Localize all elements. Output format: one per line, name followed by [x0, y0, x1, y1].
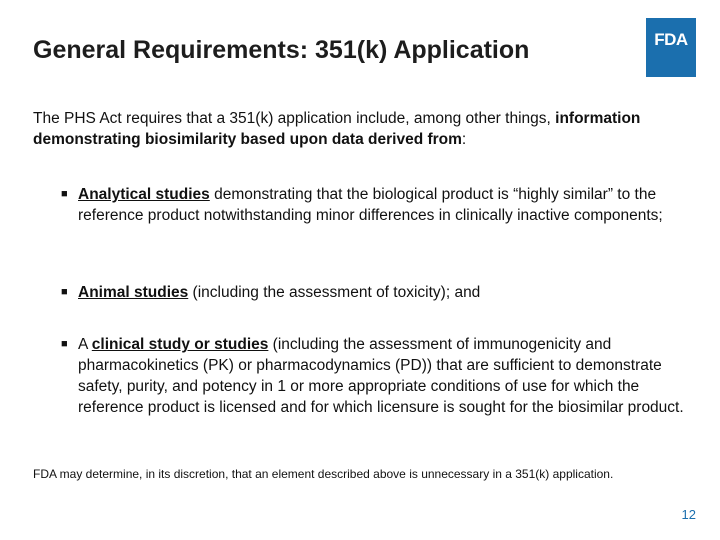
slide-title: General Requirements: 351(k) Application — [33, 36, 530, 64]
fda-logo — [646, 18, 696, 77]
bullet-icon: ■ — [61, 338, 68, 350]
bullet-rest: demonstrating that the biological product is “highly similar” to the reference product notwithstanding minor differences in clinically inactive components; — [78, 186, 663, 224]
intro-plain-text: The PHS Act requires that a 351(k) application include, among other things, — [33, 110, 551, 127]
bullet-icon: ■ — [61, 286, 68, 298]
bullet-prefix: A — [78, 336, 92, 353]
fda-logo-text: FDA — [654, 30, 688, 49]
intro-colon: : — [461, 131, 467, 148]
bullet-animal-studies — [61, 282, 691, 303]
footnote: FDA may determine, in its discretion, that an element described above is unnecessary in a 351(k) application. — [33, 467, 614, 481]
bullet-text — [78, 184, 691, 226]
bullet-rest: (including the assessment of immunogenicity and pharmacokinetics (PK) or pharmacodynamics (PD)) that are sufficient to demonstrate safety, purity, and potency in 1 or more appropriate conditions of use for which the reference product is licensed and for which licensure is sought for the biosimilar product. — [78, 336, 684, 416]
bullet-analytical-studies — [61, 184, 691, 226]
bullet-icon: ■ — [61, 188, 68, 200]
intro-paragraph — [33, 108, 693, 150]
bullet-rest: (including the assessment of toxicity); and — [188, 284, 481, 301]
bullet-emphasis: Animal studies — [78, 284, 189, 301]
page-number: 12 — [681, 507, 696, 522]
bullet-emphasis: Analytical studies — [78, 186, 210, 203]
bullet-text — [78, 282, 691, 303]
bullet-clinical-studies — [61, 334, 691, 418]
intro-bold-text: information demonstrating biosimilarity based upon data derived from — [33, 110, 641, 148]
bullet-emphasis: clinical study or studies — [91, 336, 269, 353]
bullet-text — [78, 334, 691, 418]
